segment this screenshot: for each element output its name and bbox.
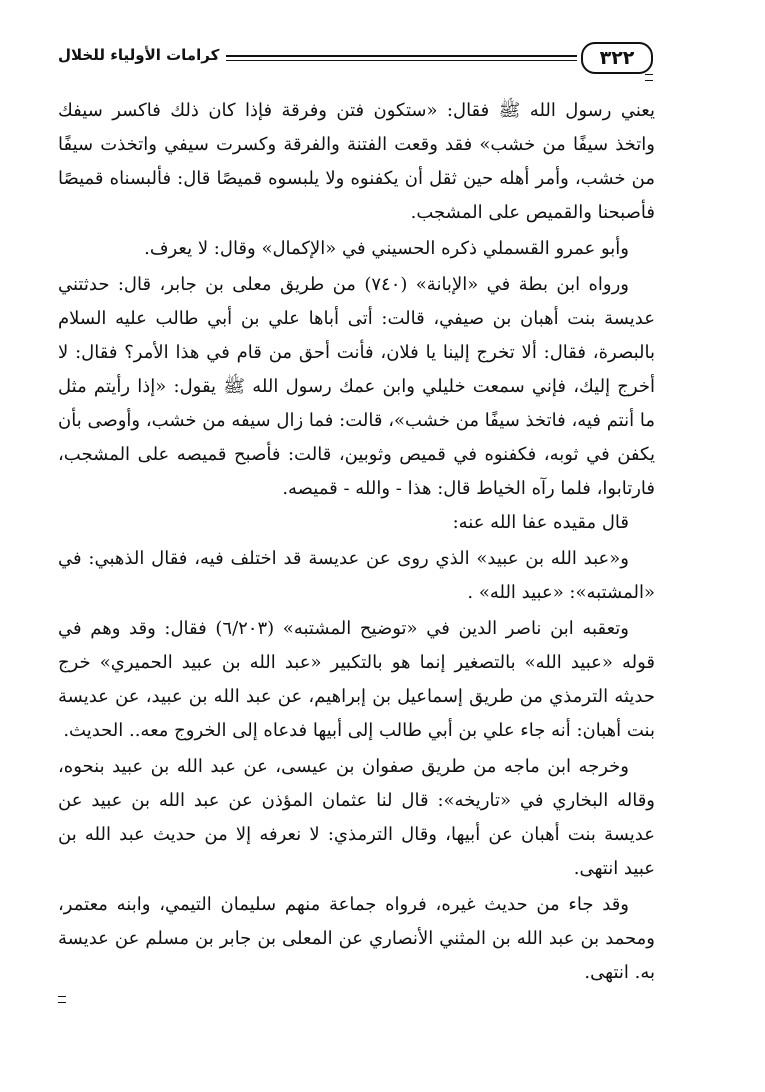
- page-body: [58, 94, 655, 990]
- page-number: ٣٢٢: [581, 42, 653, 74]
- bottom-mark: [58, 996, 66, 1003]
- page-header: [58, 38, 655, 82]
- paragraph-6: وتعقبه ابن ناصر الدين في «توضيح المشتبه» (٦/٢٠٣) فقال: وقد وهم في قوله «عبيد الله» بالتصغير إنما هو بالتكبير «عبد الله بن عبيد الحميري» خرج حديثه الترمذي من طريق إسماعيل بن إبراهيم، عن عبد الله بن عبيد، عن عديسة بنت أهبان: أنه جاء علي بن أبي طالب إلى أبيها فدعاه إلى الخروج معه.. الحديث.: [58, 618, 655, 741]
- paragraph-7: وخرجه ابن ماجه من طريق صفوان بن عيسى، عن عبد الله بن عبيد بنحوه، وقاله البخاري في «تاريخه»: قال لنا عثمان المؤذن عن عبد الله بن عبيد عن عديسة بنت أهبان عن أبيها، وقال الترمذي: لا نعرفه إلا من حديث عبد الله بن عبيد انتهى.: [58, 756, 655, 879]
- paragraph-5: و«عبد الله بن عبيد» الذي روى عن عديسة قد اختلف فيه، فقال الذهبي: في «المشتبه»: «عبيد الله» .: [58, 548, 655, 603]
- paragraph-4: قال مقيده عفا الله عنه:: [452, 512, 629, 533]
- book-title: كرامات الأولياء للخلال: [58, 46, 220, 64]
- paragraph-2: وأبو عمرو القسملي ذكره الحسيني في «الإكمال» وقال: لا يعرف.: [144, 238, 629, 259]
- header-rule: [226, 55, 577, 61]
- paragraph-1: يعني رسول الله ﷺ فقال: «ستكون فتن وفرقة فإذا كان ذلك فاكسر سيفك واتخذ سيفًا من خشب» فقد وقعت الفتنة والفرقة وكسرت سيفي واتخذت سيفًا من خشب، وأمر أهله حين ثقل أن يكفنوه ولا يلبسوه قميصًا قال: فألبسناه قميصًا فأصبحنا والقميص على المشجب.: [58, 100, 655, 223]
- paragraph-3: ورواه ابن بطة في «الإبانة» (٧٤٠) من طريق معلى بن جابر، قال: حدثتني عديسة بنت أهبان بن صيفي، قالت: أتى أباها علي بن أبي طالب عليه السلام بالبصرة، فقال: ألا تخرج إلينا يا فلان، فأنت أحق من قام في هذا الأمر؟ فقال: لا أخرج إليك، فإني سمعت خليلي وابن عمك رسول الله ﷺ يقول: «إذا رأيتم مثل ما أنتم فيه، فاتخذ سيفًا من خشب»، قالت: فما زال سيفه من خشب، وأوصى بأن يكفن في ثوبه، فكفنوه في قميص وثوبين، قالت: فأصبح قميصه على المشجب، فارتابوا، فلما رآه الخياط قال: هذا - والله - قميصه.: [58, 274, 655, 499]
- header-mark: [645, 74, 653, 81]
- paragraph-8: وقد جاء من حديث غيره، فرواه جماعة منهم سليمان التيمي، وابنه معتمر، ومحمد بن عبد الله بن المثني الأنصاري عن المعلى بن جابر بن مسلم عن عديسة به. انتهى.: [58, 894, 655, 983]
